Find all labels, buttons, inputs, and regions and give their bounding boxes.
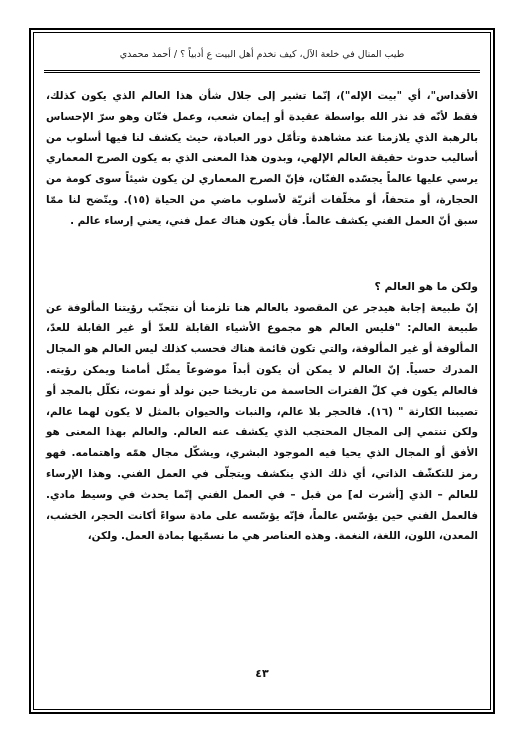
page-number: ٤٣ xyxy=(255,667,269,680)
paragraph-2: إنّ طبيعة إجابة هيدجر عن المقصود بالعالم هنا تلزمنا أن نتجنّب رؤيتنا المألوفة عن طبيعة العالم: "فليس العالم هو مجموع الأشياء القابلة للعدّ أو غير القابلة للعدّ، المألوفة أو غير المألوفة، والتي تكون قائمة هناك فحسب كذلك ليس العالم هو المجال المدرك حسياً. إنّ العالم لا يمكن أن يكون أبداً موضوعاً يمثّل أمامنا ويمكن رؤيته. فالعالم يكون في كلّ الفترات الحاسمة من تاريخنا حين نولد أو نموت، نكلّل بالمجد أو تصيبنا الكارثة " (١٦). فالحجر بلا عالم، والنبات والحيوان بالمثل لا يكون لهما عالم، ولكن تنتمي إلى المجال المحتجب الذي يكشف عنه العالم. والعالم بهذا المعنى هو الأفق أو المجال الذي يحيا فيه الموجود البشري، ويشكّل مجال همّه واهتمامه. فهو رمز للتكشّف الذاتي، أي ذلك الذي ينكشف ويتجلّى في العمل الفني. وهذا الإرساء للعالم – الذي [أشرت له] من قبل – في العمل الفني إنّما يحدث في وسيط مادي. فالعمل الفني حين يؤسّس عالماً، فإنّه يؤسّسه على مادة سواءً أكانت الحجر، الخشب، المعدن، اللون، اللغة، النغمة. وهذه العناصر هي ما نسمّيها بمادة العمل. ولكن، xyxy=(46,301,478,543)
header-divider xyxy=(44,70,480,73)
section-spacer xyxy=(46,232,478,276)
paragraph-1: الأقداس"، أي "بيت الإله")، إنّما تشير إلى جلال شأن هذا العالم الذي يكون كذلك، فقط لأنّه قد نذر الله بواسطة عقيدة أو إيمان شعب، وعمل فنّان وهو سرّ الإحساس بالرهبة الذي يلازمنا عند مشاهدة وتأمّل دور العبادة، حيث يكشف لنا فيها أسلوب من أساليب حدوث حقيقة العالم الإلهي، وبدون هذا المعنى الذي به يكون الصرح المعماري يرسي عليها عالماً يجسّده الفنّان، فإنّ الصرح المعماري لن يكون شيئاً سوى كومة من الحجارة، أو متحفاً، أو مخلّفات أثريّة لأسلوب ماضي من الحياة (١٥). ويتّضح لنا ممّا سبق أنّ العمل الفني يكشف عالماً. فأن يكون هناك عمل فني، يعني إرساء عالم . xyxy=(46,90,478,227)
section-heading: ولكن ما هو العالم ؟ xyxy=(374,279,478,293)
running-header: طيب المنال في خلعة الآل، كيف نخدم أهل البيت ع أدبياً ؟ / أحمد محمدي xyxy=(119,49,405,60)
page-body xyxy=(46,86,478,547)
